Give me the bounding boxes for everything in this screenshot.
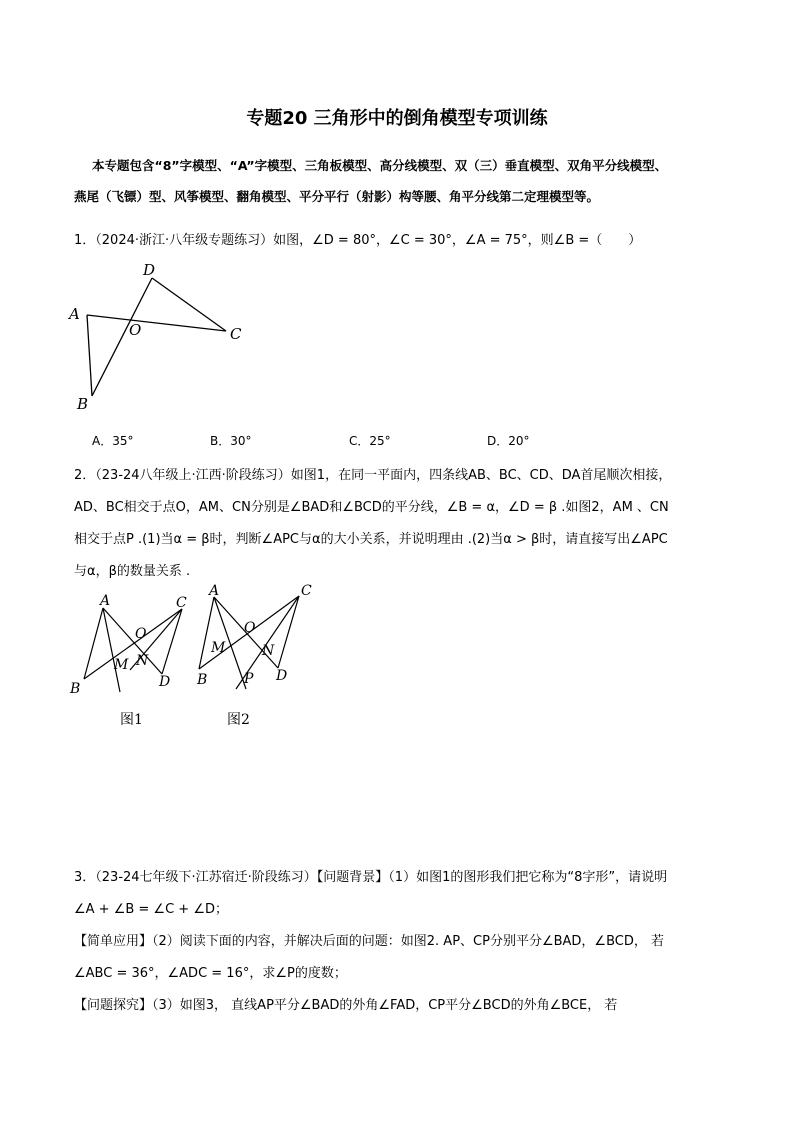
q1-line-bd [92, 278, 152, 396]
q1-label-d: D [143, 261, 156, 279]
q2-line-2: AD、BC相交于点O，AM、CN分别是∠BAD和∠BCD的平分线，∠B = α，∠D = β .如图2，AM 、CN [74, 500, 669, 515]
q1-line-ac [87, 315, 226, 331]
q1-stem: 1．（2024·浙江·八年级专题练习）如图，∠D = 80°，∠C = 30°，∠A = 75°，则∠B =（ ） [74, 233, 642, 248]
q2-fig1-label-m: M [114, 657, 129, 673]
q1-option-d: D．20° [487, 434, 530, 448]
q2-figure-1 [66, 588, 196, 728]
q2-fig2-line-cd [278, 596, 299, 668]
q2-fig1-line-ab [84, 608, 103, 679]
q2-fig1-line-am [103, 608, 120, 692]
q3-line-2: ∠A + ∠B = ∠C + ∠D； [74, 902, 228, 917]
q1-figure [60, 255, 260, 420]
q1-label-o: O [129, 321, 142, 339]
q2-line-3: 相交于点P .(1)当α = β时，判断∠APC与α的大小关系，并说明理由 .(2)当α > β时，请直接写出∠APC [74, 532, 668, 547]
q2-fig2-label-a: A [209, 583, 220, 599]
q3-line-5: 【问题探究】（3）如图3， 直线AP平分∠BAD的外角∠FAD，CP平分∠BCD的外角∠BCE， 若 [74, 998, 618, 1013]
q3-line-1: 3．（23-24七年级下·江苏宿迁·阶段练习）【问题背景】（1）如图1的图形我们把它称为“8字形”，请说明 [74, 870, 668, 885]
q2-fig2-label-p: P [244, 671, 254, 687]
q2-fig1-label-a: A [100, 593, 111, 609]
q2-fig1-line-da [103, 608, 162, 674]
q2-line-1: 2．（23-24八年级上·江西·阶段练习）如图1，在同一平面内，四条线AB、BC、CD、DA首尾顺次相接， [74, 468, 672, 483]
q2-fig1-label-c: C [176, 595, 187, 611]
q2-fig2-label-n: N [262, 643, 275, 659]
q2-fig1-line-bc [84, 609, 182, 679]
q1-option-c: C．25° [349, 434, 391, 448]
intro-line-1: 本专题包含“8”字模型、“A”字模型、三角板模型、高分线模型、双（三）垂直模型、双角平分线模型、 [92, 158, 668, 173]
q1-option-a: A．35° [92, 434, 134, 448]
q1-label-c: C [230, 325, 242, 343]
q2-fig1-label-n: N [136, 653, 149, 669]
q1-option-b: B．30° [210, 434, 252, 448]
q2-fig1-label-d: D [159, 674, 171, 690]
q2-line-4: 与α，β的数量关系 . [74, 564, 191, 579]
q2-fig2-label-m: M [211, 640, 226, 656]
q3-line-4: ∠ABC = 36°，∠ADC = 16°，求∠P的度数； [74, 966, 347, 981]
q1-line-ab [87, 315, 92, 396]
q1-figure-lines [87, 278, 226, 396]
q2-fig1-line-cd [162, 609, 182, 674]
q2-fig1-label-b: B [70, 681, 81, 697]
q2-fig2-label-c: C [301, 583, 312, 599]
q2-fig1-label-o: O [135, 626, 147, 642]
q2-fig2-label-o: O [244, 620, 256, 636]
q1-label-a: A [69, 305, 80, 323]
q2-figure-2 [192, 578, 322, 728]
q2-fig2-line-ab [199, 597, 214, 669]
q1-line-dc [152, 278, 226, 331]
q2-fig2-label-d: D [276, 668, 288, 684]
q2-fig2-caption: 图2 [227, 712, 250, 728]
q1-label-b: B [77, 395, 89, 413]
page-title: 专题20 三角形中的倒角模型专项训练 [246, 108, 548, 129]
intro-line-2: 燕尾（飞镖）型、风筝模型、翻角模型、平分平行（射影）构等腰、角平分线第二定理模型等。 [74, 189, 600, 204]
q3-line-3: 【简单应用】（2）阅读下面的内容，并解决后面的问题：如图2. AP、CP分别平分∠BAD，∠BCD， 若 [74, 934, 664, 949]
q2-fig2-label-b: B [197, 672, 208, 688]
q2-fig1-caption: 图1 [120, 712, 143, 728]
